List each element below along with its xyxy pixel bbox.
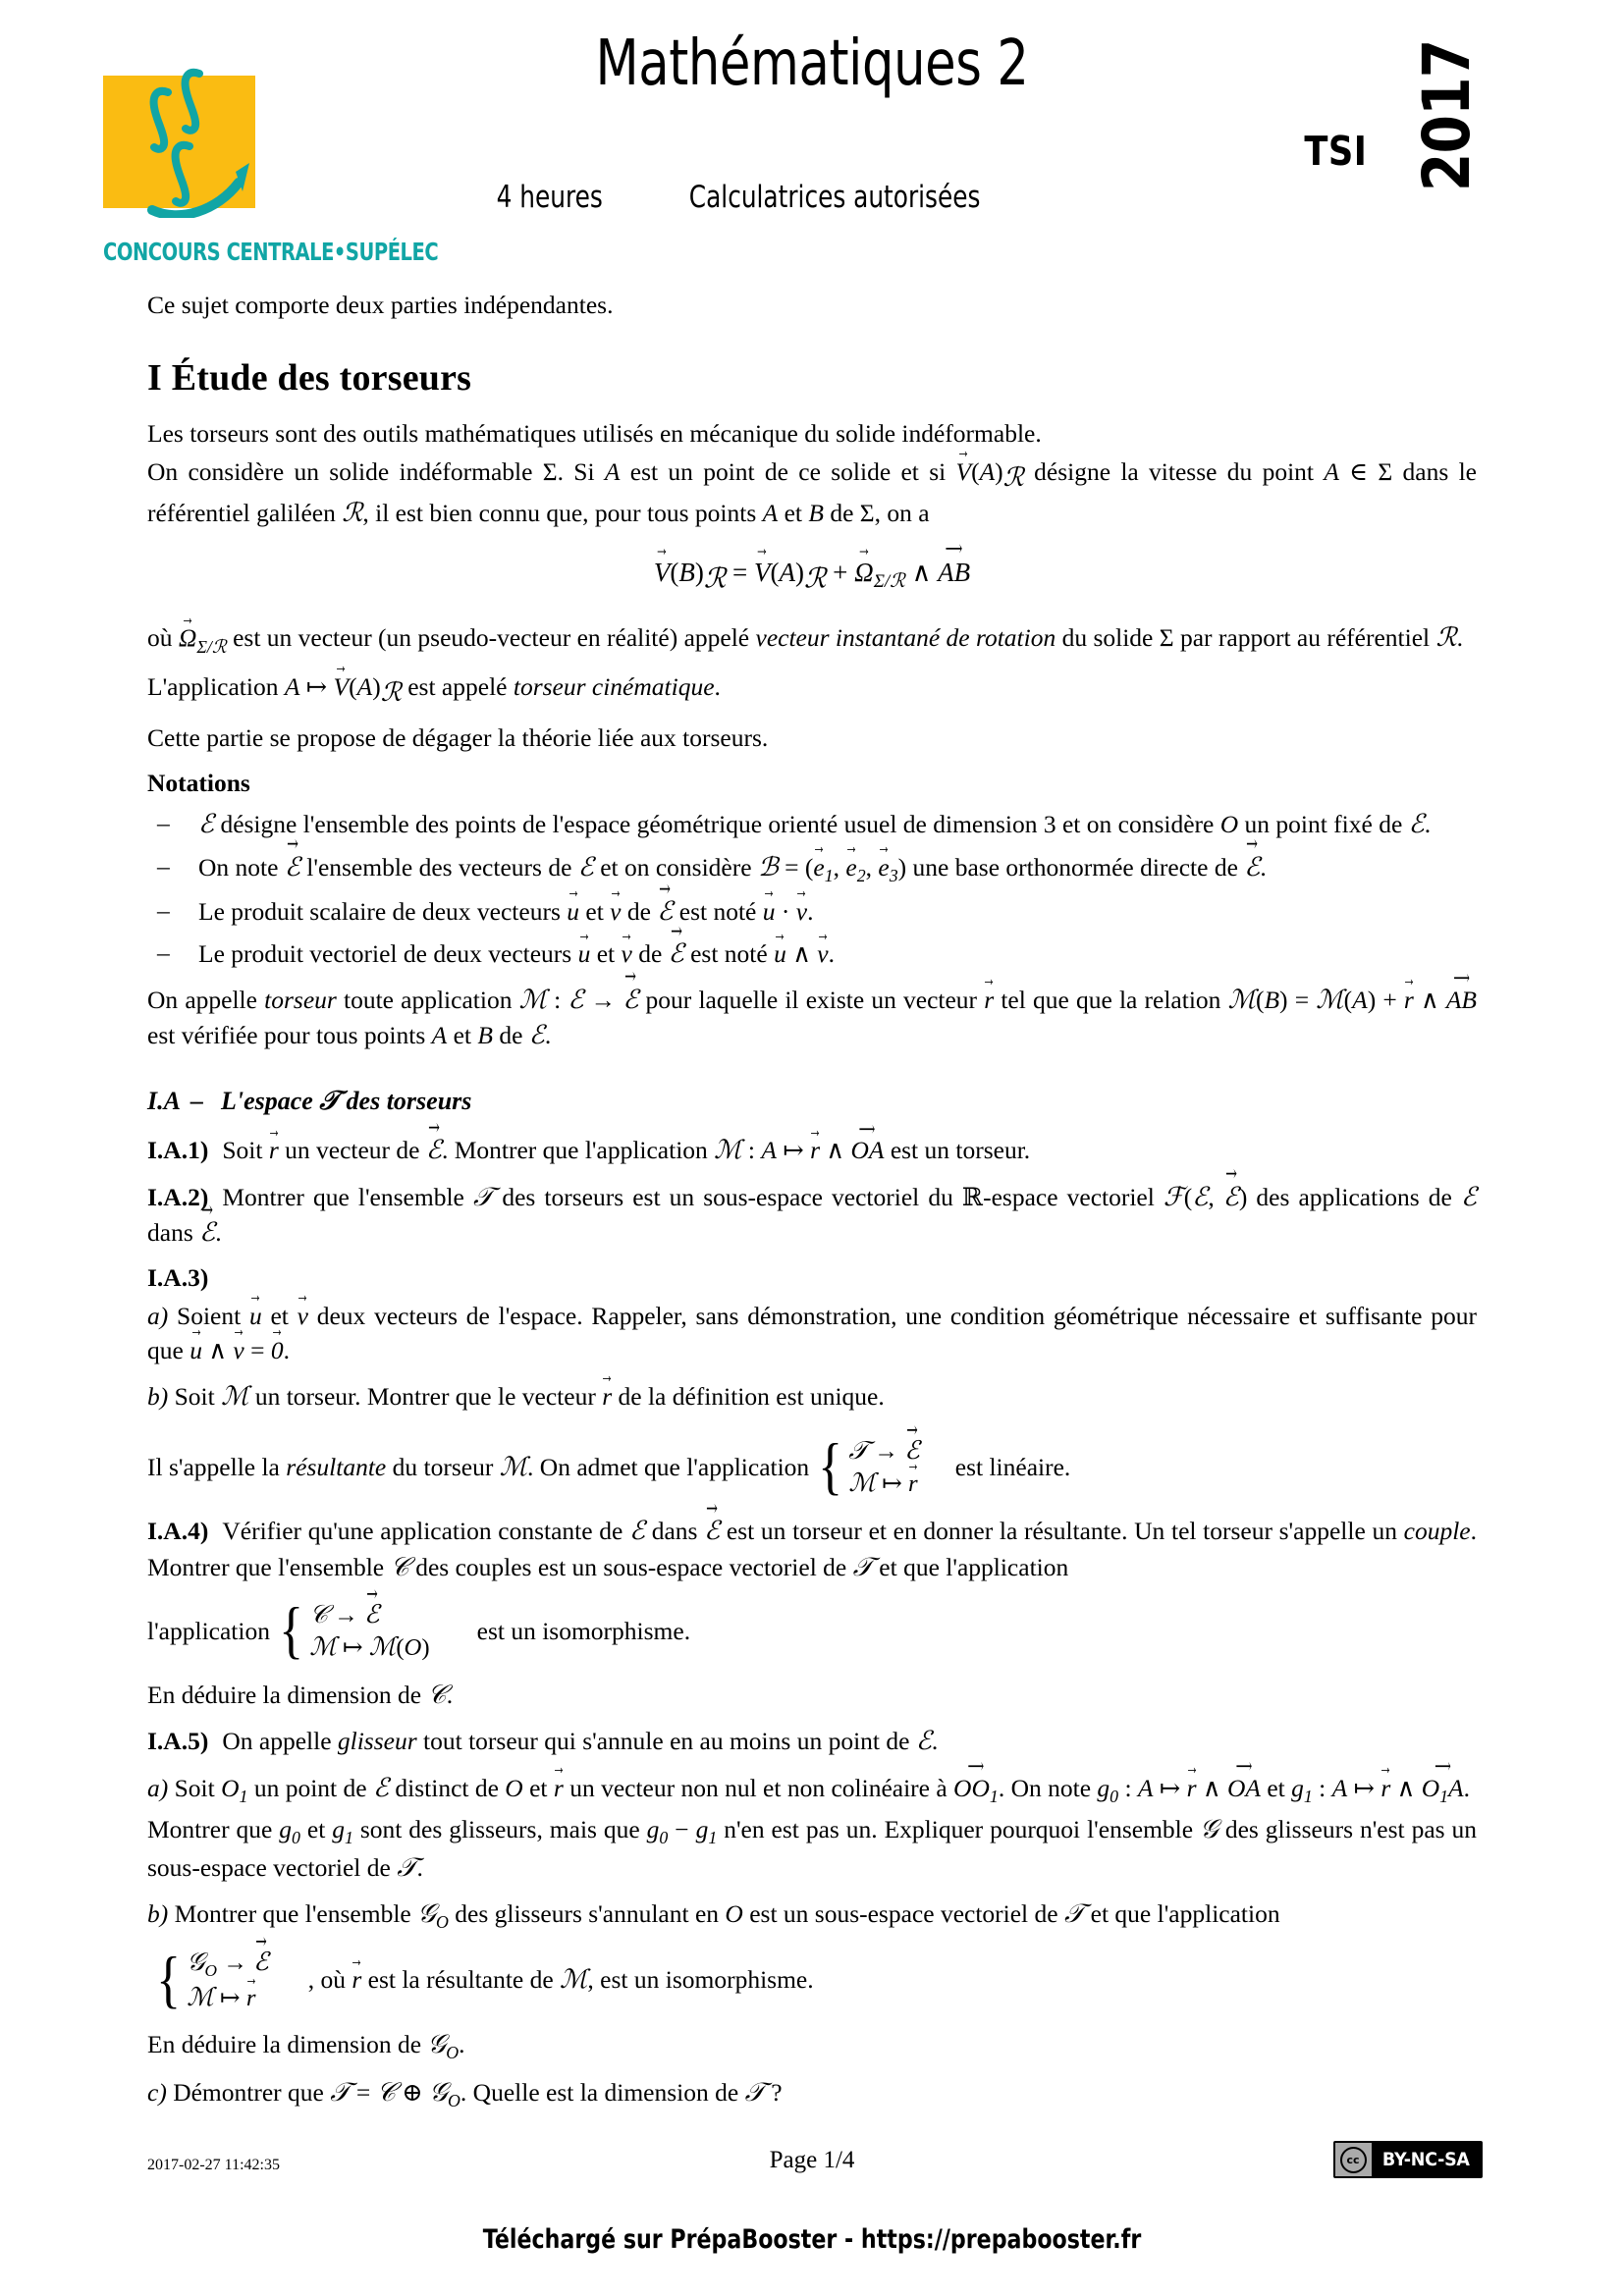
notations-heading: Notations (147, 769, 250, 798)
section-paragraph-1: Les torseurs sont des outils mathématiques utilisés en mécanique du solide indéformable. (147, 418, 1042, 448)
document-body (147, 275, 1477, 2113)
question-IA3-b: b) Soit ℳ un torseur. Montrer que le vecteur r → de la définition est unique. (147, 1379, 1477, 1415)
question-IA5-b: b) Montrer que l'ensemble 𝒢$_O$ des glisseurs s'annulant en O est un sous-espace vectoriel de 𝒯 et que l'application (147, 1898, 1280, 1933)
question-IA5-c: c) Démontrer que 𝒯 = 𝒞 ⊕ 𝒢$_O$. Quelle est la dimension de 𝒯 ? (147, 2077, 783, 2111)
cc-logo-icon (1335, 2143, 1372, 2176)
brace-row: 𝒢$_O$ → ℰ → (187, 1947, 268, 1982)
section-paragraph-6: On appelle torseur toute application ℳ : ℰ → ℰ → pour laquelle il existe un vecteur r → tel que que la relation ℳ(B) = ℳ(A) + r → ∧ AB ⟶ est vérifiée pour tous points A et B de ℰ. (147, 983, 1477, 1054)
brace-row: 𝒞 → ℰ → (309, 1599, 429, 1631)
page-header (103, 0, 1485, 275)
question-IA4-iso: l'application { 𝒞 → ℰ → ℳ ↦ ℳ(O) est un isomorphisme. (147, 1589, 1477, 1674)
cc-mark: cc (1340, 2147, 1367, 2173)
question-IA5-b-deduce: En déduire la dimension de 𝒢$_O$. (147, 2028, 465, 2062)
question-IA5-a: a) Soit $O_1$ un point de ℰ distinct de O et r → un vecteur non nul et non colinéaire à $OO_1$ ⟶. On note $g_0$ : A ↦ r → ∧ OA ⟶ et $g_1$ : A ↦ r → ∧ $O_1A$ ⟶. (147, 1771, 1477, 1809)
brace-row: 𝒯 → ℰ → (848, 1435, 919, 1468)
section-paragraph-5: Cette partie se propose de dégager la théorie liée aux torseurs. (147, 723, 769, 753)
question-IA4-deduce: En déduire la dimension de 𝒞. (147, 1680, 454, 1710)
footer-page-number: Page 1/4 (769, 2147, 855, 2173)
question-IA3-a: a) Soient u → et v → deux vecteurs de l'espace. Rappeler, sans démonstration, une condition géométrique nécessaire et suffisante pour que u → ∧ v → = 0 →. (147, 1300, 1477, 1368)
brace-group: { 𝒯 → ℰ → ℳ ↦ r → (815, 1435, 920, 1501)
brace-group: { 𝒞 → ℰ → ℳ ↦ ℳ(O) (276, 1599, 430, 1665)
brace-group: { 𝒢$_O$ → ℰ → ℳ ↦ r → (153, 1947, 269, 2015)
brace-row: ℳ ↦ ℳ(O) (309, 1632, 430, 1662)
equation-velocity-transport: $V \to(B)_ℛ = V \to(A)_ℛ + \Omega \to_{\Sigma/ℛ}$ ∧ AB ⟶ (147, 554, 1477, 598)
question-IA5-b-iso: { 𝒢$_O$ → ℰ → ℳ ↦ r → , où r → est la résultante de ℳ, est un isomorphisme. (147, 1939, 1477, 2023)
page-title: Mathématiques 2 (595, 27, 1029, 100)
question-IA3-resultante: Il s'appelle la résultante du torseur ℳ. On admet que l'application { 𝒯 → ℰ → ℳ ↦ r → est linéaire. (147, 1425, 1477, 1510)
subsection-heading: I.A – L'espace 𝒯 des torseurs (147, 1086, 472, 1117)
section-paragraph-3: où $\Omega \to_{\Sigma/ℛ}$ est un vecteur (un pseudo-vecteur en réalité) appelé vecteur instantané de rotation du solide Σ par rapport au référentiel ℛ. (147, 620, 1477, 660)
intro-line: Ce sujet comporte deux parties indépendantes. (147, 291, 614, 319)
subsection-label: I.A (147, 1087, 181, 1116)
cc-license-badge[interactable] (1333, 2141, 1483, 2178)
logo-wordmark: CONCOURS CENTRALE•SUPÉLEC (103, 238, 439, 266)
question-IA5-a-cont: Montrer que $g_0$ et $g_1$ sont des glisseurs, mais que $g_0 - g_1$ n'en est pas un. Expliquer pourquoi l'ensemble 𝒢 des glisseurs n'est pas un sous-espace vectoriel de 𝒯. (147, 1814, 1477, 1883)
question-IA1: I.A.1) Soit r → un vecteur de ℰ →. Montrer que l'application ℳ : A ↦ r → ∧ OA ⟶ est un torseur. (147, 1133, 1477, 1168)
cc-license-text: BY-NC-SA (1381, 2149, 1470, 2170)
notations-list (147, 807, 1477, 972)
logo-mark (103, 41, 260, 179)
question-IA2: I.A.2) Montrer que l'ensemble 𝒯 des torseurs est un sous-espace vectoriel du ℝ-espace vectoriel ℱ(ℰ, ℰ →) des applications de ℰ dans ℰ →. (147, 1180, 1477, 1252)
filiere-badge: TSI (1304, 128, 1367, 175)
section-paragraph-2: On considère un solide indéformable Σ. Si A est un point de ce solide et si $V \to(A)_ℛ$ désigne la vitesse du point A ∈ Σ dans le référentiel galiléen ℛ, il est bien connu que, pour tous points A et B de Σ, on a (147, 455, 1477, 532)
prepabooster-watermark[interactable]: Téléchargé sur PrépaBooster - https://prepabooster.fr (482, 2224, 1142, 2255)
year-label: 2017 (1409, 39, 1485, 192)
question-IA5: I.A.5) On appelle glisseur tout torseur qui s'annule en au moins un point de ℰ. (147, 1726, 939, 1757)
exam-meta (265, 180, 1211, 215)
page-footer (147, 2139, 1477, 2198)
question-IA3: I.A.3) (147, 1263, 209, 1293)
duration-label: 4 heures (496, 180, 603, 215)
logo-ccs-icon (95, 36, 282, 218)
brace-row: ℳ ↦ r → (187, 1982, 268, 2014)
list-item: – Le produit vectoriel de deux vecteurs u → et v → de ℰ → est noté u → ∧ v →. (147, 936, 1477, 972)
brace-row: ℳ ↦ r → (848, 1468, 919, 1500)
list-item: – On note ℰ → l'ensemble des vecteurs de ℰ et on considère ℬ = ($e \to_1$, $e \to_2$, $e \to_3$) une base orthonormée directe de ℰ →. (147, 850, 1477, 888)
list-item: – Le produit scalaire de deux vecteurs u → et v → de ℰ → est noté u → · v →. (147, 894, 1477, 930)
question-IA4: I.A.4) Vérifier qu'une application constante de ℰ dans ℰ → est un torseur et en donner la résultante. Un tel torseur s'appelle un couple. Montrer que l'ensemble 𝒞 des couples est un sous-espace vectoriel de 𝒯 et que l'application (147, 1514, 1477, 1585)
section-heading: I Étude des torseurs (147, 356, 472, 399)
footer-timestamp: 2017-02-27 11:42:35 (147, 2157, 280, 2173)
section-paragraph-4: L'application A ↦ $V \to(A)_ℛ$ est appelé torseur cinématique. (147, 670, 1477, 711)
calculators-label: Calculatrices autorisées (688, 180, 981, 215)
list-item: – ℰ désigne l'ensemble des points de l'espace géométrique orienté usuel de dimension 3 et on considère O un point fixé de ℰ. (147, 807, 1477, 842)
